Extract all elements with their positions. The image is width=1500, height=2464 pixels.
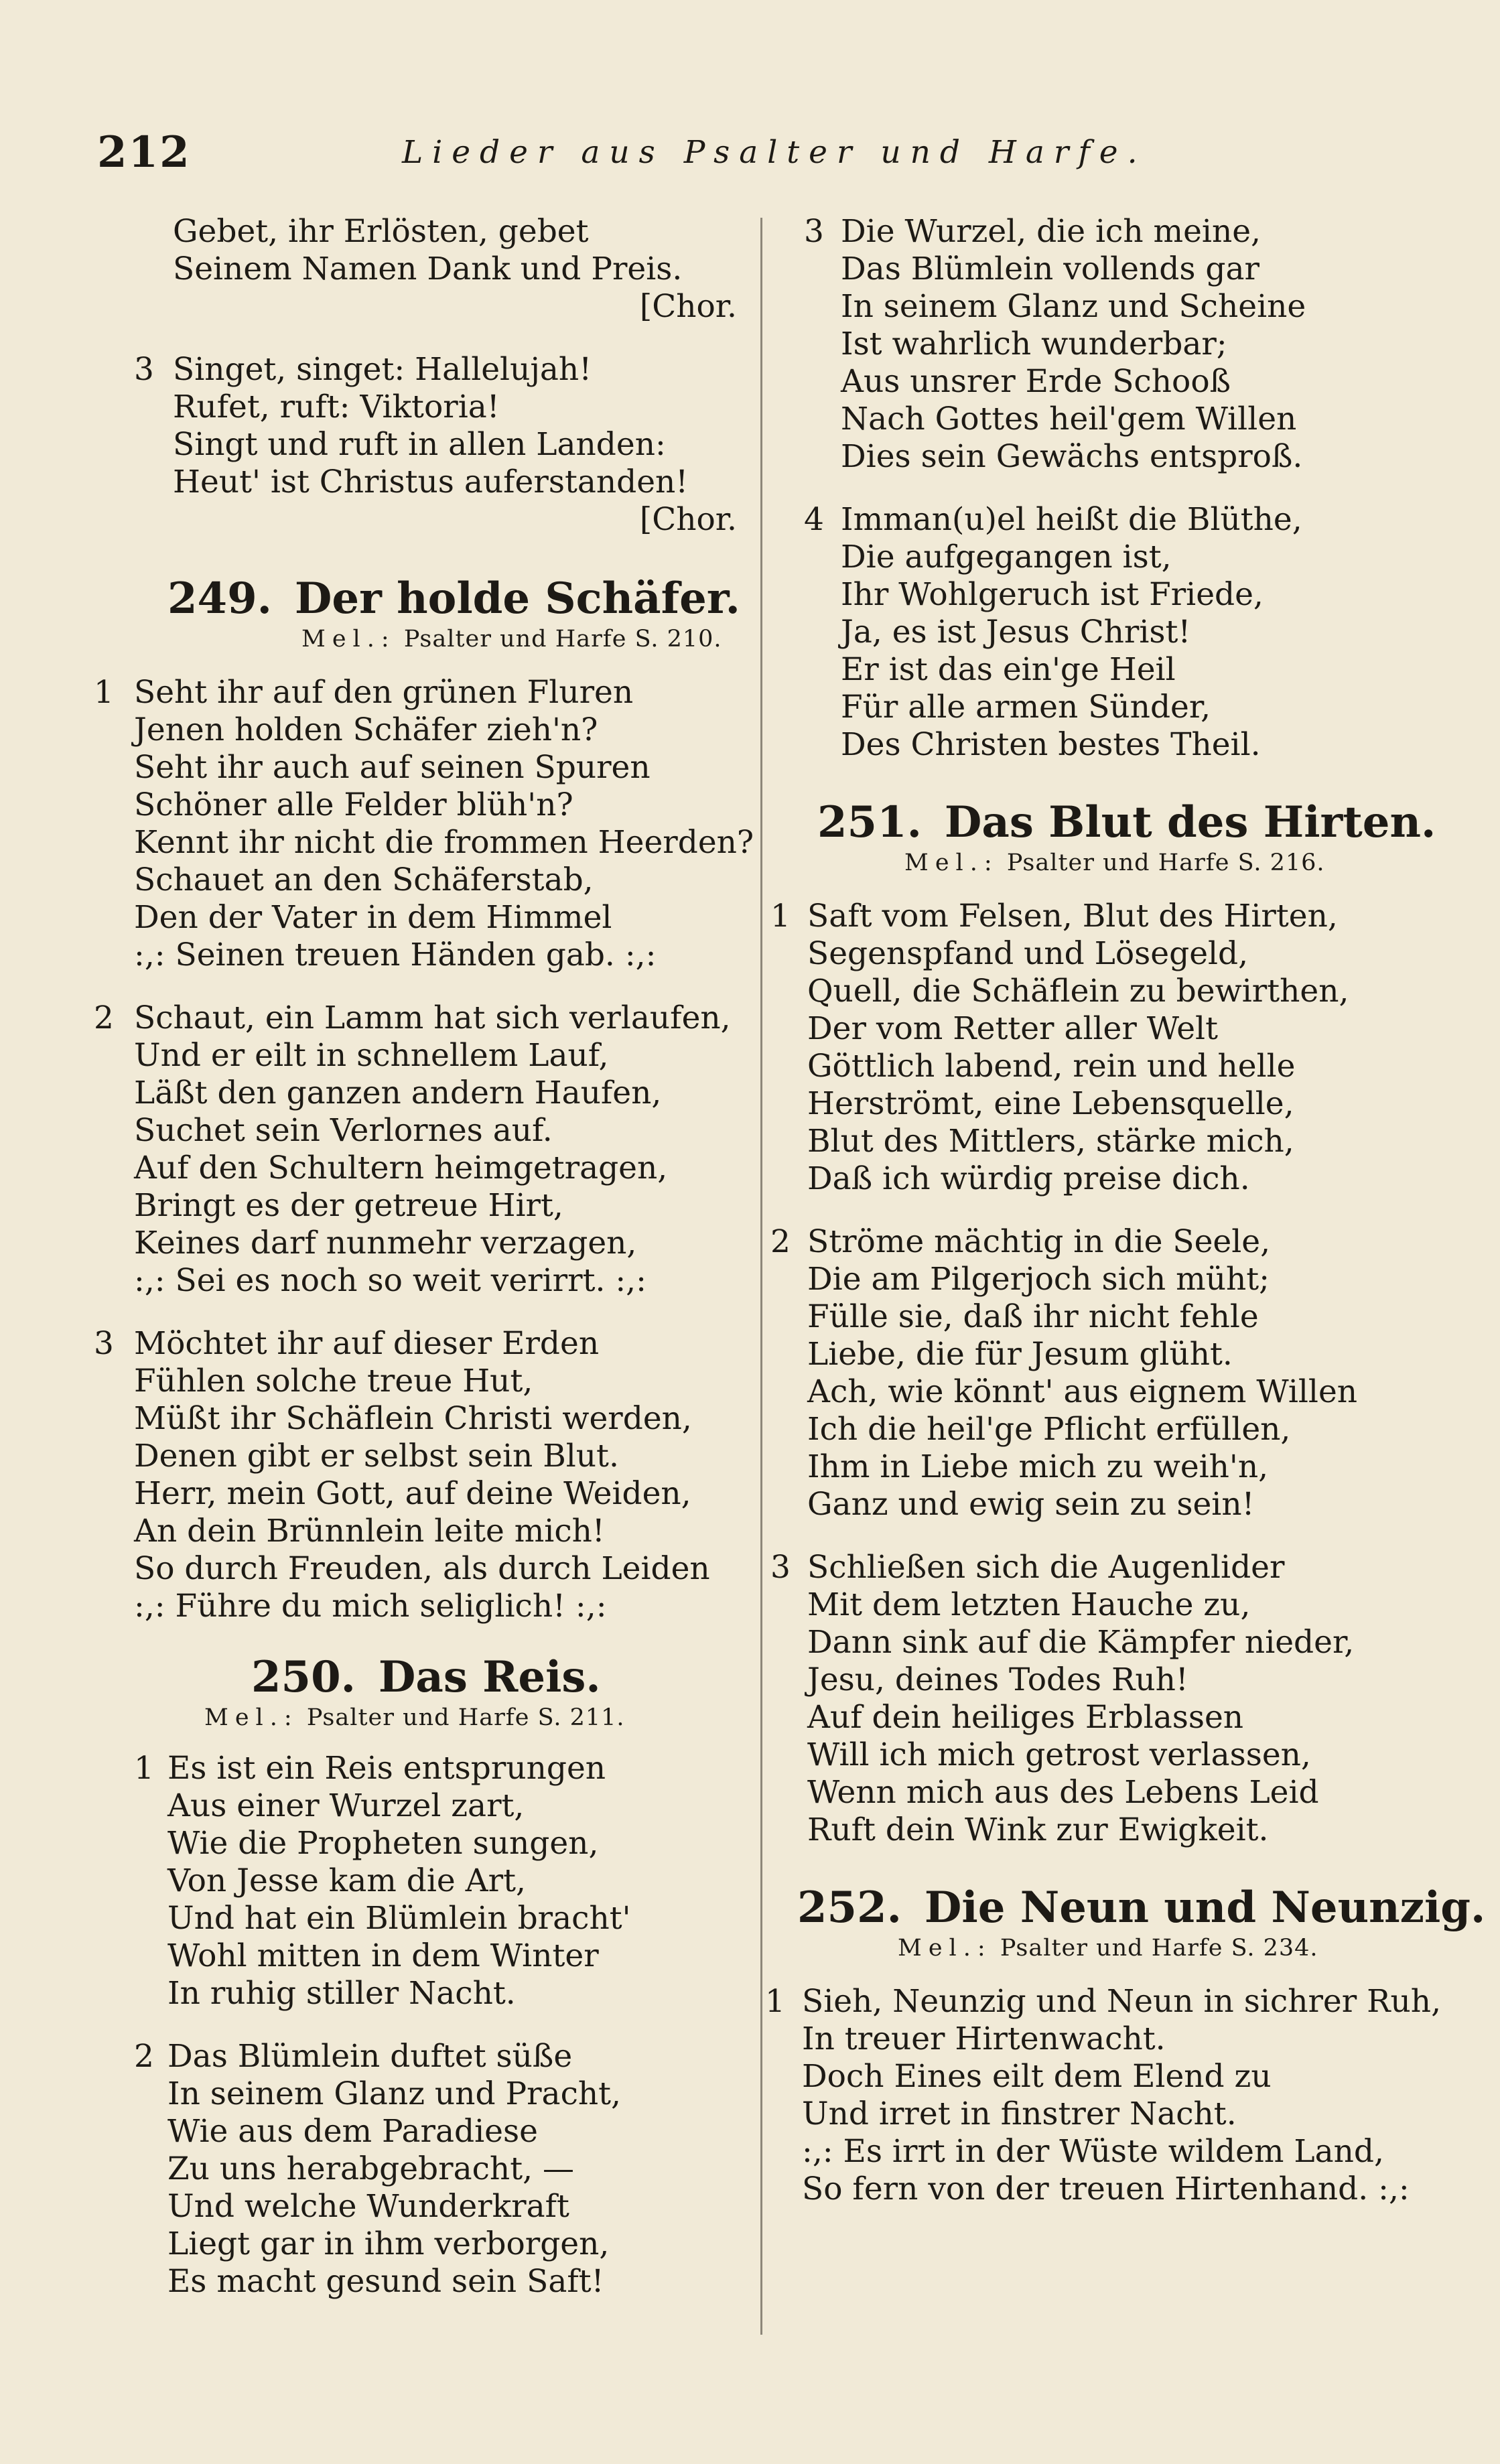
verse-line: Seinem Namen Dank und Preis. (173, 251, 683, 287)
verse-line: Den der Vater in dem Himmel (134, 899, 612, 936)
verse-line: Quell, die Schäflein zu bewirthen, (807, 973, 1349, 1010)
melody-label: Mel.: (301, 626, 396, 653)
verse-line: Sieh, Neunzig und Neun in sichrer Ruh, (802, 1983, 1442, 2020)
verse-line: Ruft dein Wink zur Ewigkeit. (807, 1811, 1269, 1848)
verse-line: Auf dein heiliges Erblassen (807, 1699, 1244, 1736)
verse-line: Heut' ist Christus auferstanden! (173, 464, 689, 500)
stanza-number: 3 (134, 351, 154, 388)
verse-line: Läßt den ganzen andern Haufen, (134, 1075, 662, 1111)
chorus-marker: [Chor. (639, 288, 737, 325)
verse-line: Das Blümlein duftet süße (167, 2038, 573, 2075)
stanza-continuation (94, 213, 764, 326)
stanza-250-3 (770, 213, 1440, 476)
verse-line: Möchtet ihr auf dieser Erden (134, 1325, 600, 1362)
verse-line: Seht ihr auch auf seinen Spuren (134, 749, 651, 786)
page-number: 212 (97, 127, 191, 178)
verse-line: Göttlich labend, rein und helle (807, 1048, 1296, 1085)
verse-line: Das Blümlein vollends gar (841, 251, 1259, 287)
verse-line: Schaut, ein Lamm hat sich verlaufen, (134, 1000, 731, 1036)
verse-line: Mit dem letzten Hauche zu, (807, 1586, 1251, 1623)
hymn-number: 251. (817, 797, 922, 847)
verse-line: So fern von der treuen Hirtenhand. :,: (802, 2171, 1410, 2207)
verse-line: Jesu, deines Todes Ruh! (807, 1661, 1188, 1698)
verse-line: Er ist das ein'ge Heil (841, 651, 1176, 688)
melody-label: Mel.: (904, 849, 999, 876)
stanza-252-1 (765, 1983, 1442, 2208)
hymn-heading-251 (770, 797, 1440, 878)
hymn-heading-252 (770, 1883, 1486, 1963)
verse-line: Müßt ihr Schäflein Christi werden, (134, 1400, 692, 1437)
verse-line: In ruhig stiller Nacht. (167, 1975, 516, 2012)
verse-line: Fülle sie, daß ihr nicht fehle (807, 1298, 1259, 1335)
verse-line: Und irret in finstrer Nacht. (802, 2096, 1237, 2132)
verse-line: Wie die Propheten sungen, (167, 1825, 599, 1862)
verse-line: :,: Es irrt in der Wüste wildem Land, (802, 2133, 1384, 2170)
chorus-marker: [Chor. (639, 501, 737, 538)
stanza-number: 1 (94, 674, 114, 711)
stanza-number: 3 (804, 213, 824, 250)
hymn-title: Das Blut des Hirten. (944, 797, 1436, 847)
stanza-249-2 (94, 1000, 764, 1300)
verse-line: Aus einer Wurzel zart, (167, 1787, 525, 1824)
verse-line: Segenspfand und Lösegeld, (807, 935, 1249, 972)
verse-line: Für alle armen Sünder, (841, 689, 1211, 726)
verse-line: Die aufgegangen ist, (841, 539, 1172, 575)
verse-line: Schauet an den Schäferstab, (134, 862, 594, 898)
hymn-title: Die Neun und Neunzig. (924, 1883, 1486, 1933)
hymn-number: 250. (251, 1652, 356, 1702)
verse-line: Blut des Mittlers, stärke mich, (807, 1123, 1294, 1160)
verse-line: Die Wurzel, die ich meine, (841, 213, 1261, 250)
stanza-number: 1 (134, 1750, 154, 1787)
stanza-250-2 (94, 2038, 764, 2301)
stanza-250-1 (94, 1750, 764, 2012)
verse-line: Rufet, ruft: Viktoria! (173, 389, 500, 425)
verse-line: Ströme mächtig in die Seele, (807, 1223, 1271, 1260)
verse-line: :,: Führe du mich seliglich! :,: (134, 1588, 607, 1625)
verse-line: Bringt es der getreue Hirt, (134, 1187, 563, 1224)
verse-line: In seinem Glanz und Scheine (841, 288, 1306, 325)
melody-reference: Psalter und Harfe S. 210. (403, 626, 722, 653)
verse-line: Gebet, ihr Erlösten, gebet (173, 213, 589, 250)
verse-line: Doch Eines eilt dem Elend zu (802, 2058, 1272, 2095)
stanza-number: 3 (94, 1325, 114, 1362)
hymn-heading-250 (94, 1652, 764, 1732)
verse-line: In treuer Hirtenwacht. (802, 2021, 1166, 2057)
stanza-number: 2 (134, 2038, 154, 2075)
verse-line: Des Christen bestes Theil. (841, 726, 1261, 763)
verse-line: Ist wahrlich wunderbar; (841, 326, 1227, 362)
stanza-250-4 (770, 501, 1440, 764)
verse-line: Keines darf nunmehr verzagen, (134, 1225, 637, 1261)
verse-line: Wohl mitten in dem Winter (167, 1937, 599, 1974)
stanza-number: 1 (765, 1983, 785, 2020)
verse-line: Zu uns herabgebracht, — (167, 2150, 574, 2187)
hymn-heading-249 (94, 573, 764, 654)
verse-line: In seinem Glanz und Pracht, (167, 2075, 622, 2112)
stanza-number: 3 (770, 1549, 791, 1586)
stanza-251-1 (770, 898, 1440, 1198)
verse-line: Ja, es ist Jesus Christ! (841, 614, 1191, 651)
verse-line: Und er eilt in schnellem Lauf, (134, 1037, 609, 1074)
stanza-number: 4 (804, 501, 824, 538)
verse-line: Daß ich würdig preise dich. (807, 1160, 1250, 1197)
verse-line: :,: Seinen treuen Händen gab. :,: (134, 937, 657, 973)
verse-line: Kennt ihr nicht die frommen Heerden? (134, 824, 754, 861)
running-title: Lieder aus Psalter und Harfe. (402, 134, 1147, 171)
left-column (94, 213, 764, 2301)
verse-line: Ganz und ewig sein zu sein! (807, 1486, 1255, 1523)
verse-line: So durch Freuden, als durch Leiden (134, 1550, 710, 1587)
verse-line: Und welche Wunderkraft (167, 2188, 569, 2225)
verse-line: Will ich mich getrost verlassen, (807, 1736, 1311, 1773)
verse-line: Der vom Retter aller Welt (807, 1010, 1218, 1047)
verse-line: Ach, wie könnt' aus eignem Willen (807, 1373, 1358, 1410)
verse-line: Aus unsrer Erde Schooß (841, 363, 1231, 400)
melody-label: Mel.: (898, 1935, 992, 1962)
verse-line: Wie aus dem Paradiese (167, 2113, 538, 2150)
stanza-249-3 (94, 1325, 764, 1625)
verse-line: Suchet sein Verlornes auf. (134, 1112, 553, 1149)
verse-line: Schließen sich die Augenlider (807, 1549, 1285, 1586)
verse-line: Ihm in Liebe mich zu weih'n, (807, 1448, 1269, 1485)
verse-line: Dann sink auf die Kämpfer nieder, (807, 1624, 1355, 1661)
melody-reference: Psalter und Harfe S. 216. (1006, 849, 1325, 876)
melody-reference: Psalter und Harfe S. 211. (306, 1704, 625, 1731)
verse-line: Singet, singet: Hallelujah! (173, 351, 592, 388)
verse-line: Herströmt, eine Lebensquelle, (807, 1085, 1294, 1122)
verse-line: Seht ihr auf den grünen Fluren (134, 674, 634, 711)
verse-line: Wenn mich aus des Lebens Leid (807, 1774, 1319, 1811)
verse-line: Schöner alle Felder blüh'n? (134, 786, 573, 823)
verse-line: Saft vom Felsen, Blut des Hirten, (807, 898, 1338, 935)
melody-label: Mel.: (204, 1704, 299, 1731)
verse-line: Jenen holden Schäfer zieh'n? (134, 711, 598, 748)
hymn-title: Das Reis. (378, 1652, 601, 1702)
verse-line: Herr, mein Gott, auf deine Weiden, (134, 1475, 691, 1512)
verse-line: Fühlen solche treue Hut, (134, 1363, 533, 1399)
verse-line: Dies sein Gewächs entsproß. (841, 438, 1303, 475)
verse-line: Denen gibt er selbst sein Blut. (134, 1438, 619, 1475)
verse-line: An dein Brünnlein leite mich! (134, 1513, 605, 1550)
stanza-number: 1 (770, 898, 791, 935)
hymn-number: 249. (167, 573, 272, 624)
verse-line: Es ist ein Reis entsprungen (167, 1750, 606, 1787)
stanza-249-1 (94, 674, 764, 974)
verse-line: Und hat ein Blümlein bracht' (167, 1900, 631, 1937)
verse-line: Singt und ruft in allen Landen: (173, 426, 666, 463)
verse-line: Es macht gesund sein Saft! (167, 2263, 604, 2300)
stanza-number: 2 (94, 1000, 114, 1036)
stanza-3-continuation (94, 351, 764, 539)
stanza-251-2 (770, 1223, 1440, 1523)
verse-line: Von Jesse kam die Art, (167, 1862, 526, 1899)
verse-line: Liegt gar in ihm verborgen, (167, 2226, 610, 2262)
right-column (765, 213, 1486, 2208)
verse-line: :,: Sei es noch so weit verirrt. :,: (134, 1262, 646, 1299)
hymn-number: 252. (797, 1883, 902, 1933)
verse-line: Liebe, die für Jesum glüht. (807, 1336, 1233, 1373)
stanza-number: 2 (770, 1223, 791, 1260)
verse-line: Die am Pilgerjoch sich müht; (807, 1261, 1270, 1298)
verse-line: Nach Gottes heil'gem Willen (841, 401, 1297, 437)
verse-line: Imman(u)el heißt die Blüthe, (841, 501, 1302, 538)
verse-line: Ich die heil'ge Pflicht erfüllen, (807, 1411, 1291, 1448)
verse-line: Ihr Wohlgeruch ist Friede, (841, 576, 1264, 613)
melody-reference: Psalter und Harfe S. 234. (1000, 1935, 1318, 1962)
verse-line: Auf den Schultern heimgetragen, (134, 1150, 668, 1186)
hymn-title: Der holde Schäfer. (294, 573, 740, 624)
stanza-251-3 (770, 1549, 1440, 1849)
